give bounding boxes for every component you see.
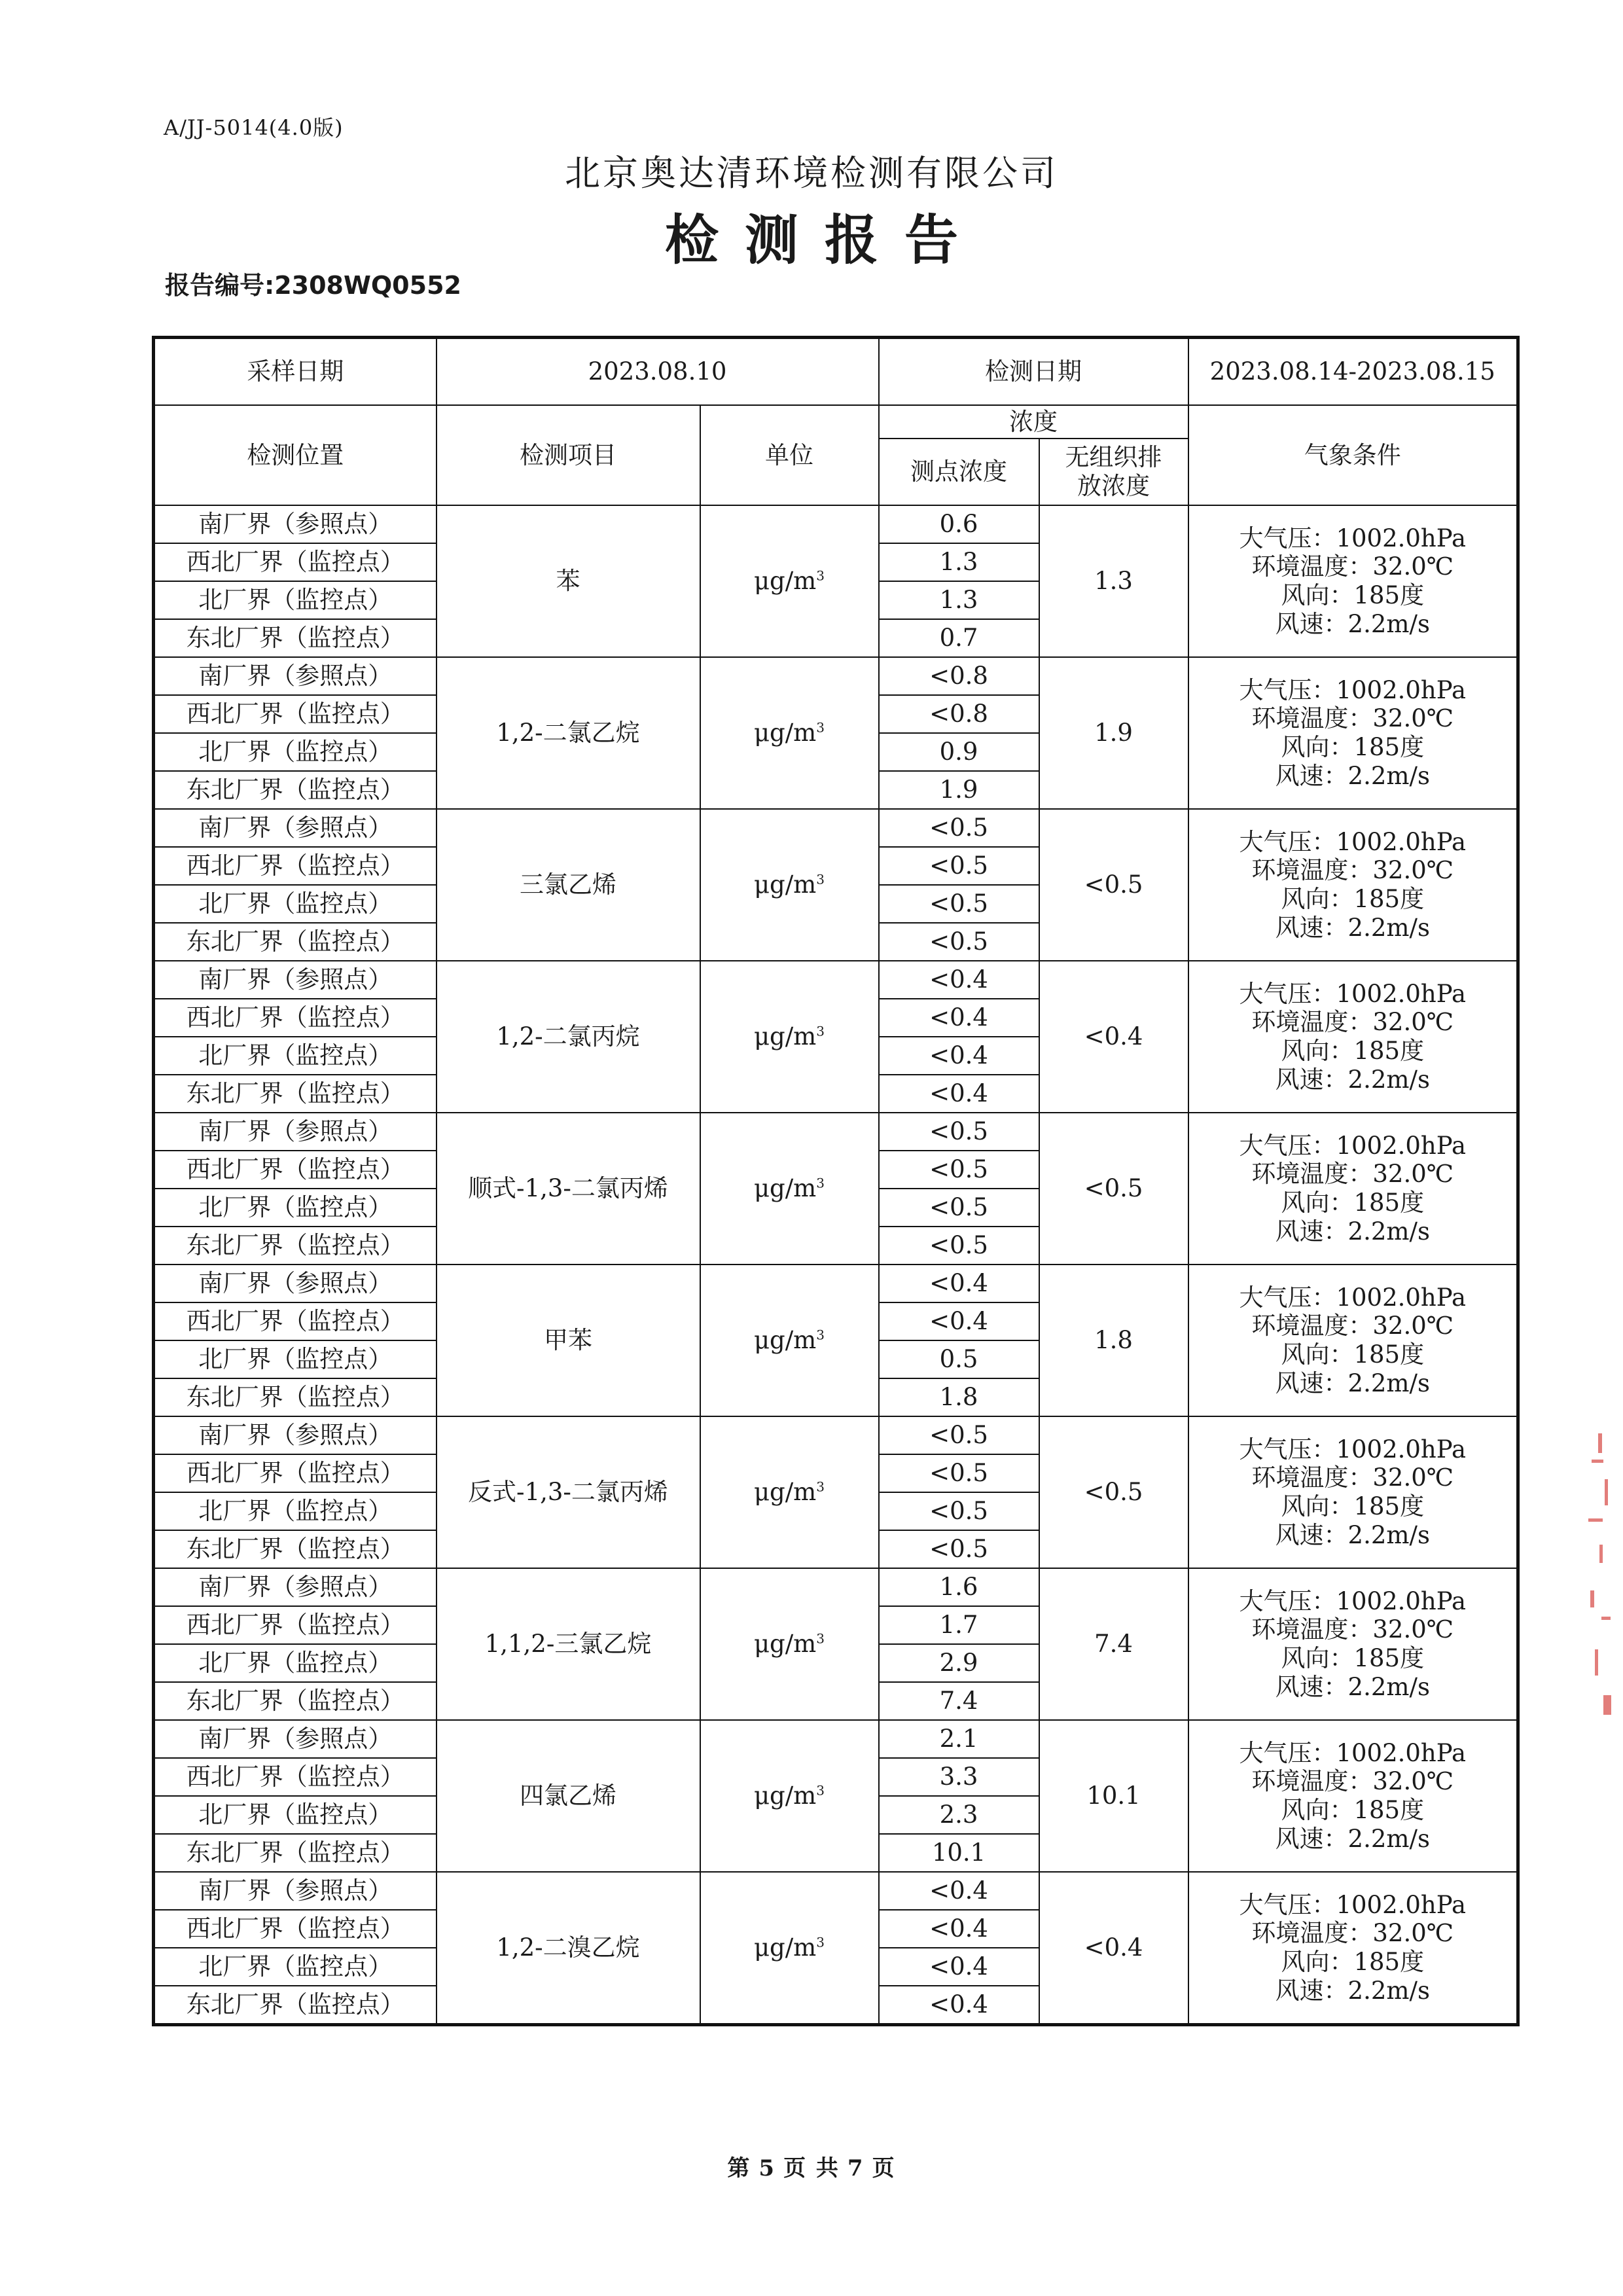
- weather-temperature: 环境温度：32.0℃: [1251, 1615, 1454, 1644]
- report-number: [165, 265, 461, 301]
- weather-temperature: 环境温度：32.0℃: [1251, 704, 1454, 733]
- unit-base: μg/m: [753, 870, 817, 899]
- unit-base: μg/m: [753, 1174, 817, 1203]
- weather-cell: [1188, 1113, 1518, 1265]
- location-cell: 南厂界（参照点）: [154, 1265, 437, 1302]
- location-cell: 东北厂界（监控点）: [154, 619, 437, 657]
- location-cell: 东北厂界（监控点）: [154, 1075, 437, 1113]
- location-cell: 西北厂界（监控点）: [154, 695, 437, 733]
- point-concentration-cell: 0.7: [879, 619, 1039, 657]
- table-row: [154, 1720, 1518, 1758]
- point-concentration-cell: 1.6: [879, 1568, 1039, 1606]
- weather-wind-speed: 风速：2.2m/s: [1275, 913, 1430, 942]
- unit-cell: [700, 1568, 879, 1720]
- location-cell: 东北厂界（监控点）: [154, 771, 437, 809]
- unit-cell: [700, 657, 879, 809]
- column-header-concentration: 浓度: [879, 405, 1188, 439]
- fugitive-header-line-2: 放浓度: [1077, 472, 1150, 500]
- page-middle: 页 共: [783, 2155, 840, 2181]
- weather-temperature: 环境温度：32.0℃: [1251, 1008, 1454, 1037]
- point-concentration-cell: <0.5: [879, 1113, 1039, 1151]
- point-concentration-cell: 2.1: [879, 1720, 1039, 1758]
- location-cell: 西北厂界（监控点）: [154, 1454, 437, 1492]
- seal-edge-mark: [1578, 1420, 1618, 1741]
- fugitive-concentration-cell: <0.4: [1039, 961, 1188, 1113]
- weather-cell: [1188, 1416, 1518, 1568]
- unit-cell: [700, 961, 879, 1113]
- weather-wind-speed: 风速：2.2m/s: [1275, 1824, 1430, 1853]
- unit-superscript: 3: [816, 871, 825, 888]
- weather-temperature: 环境温度：32.0℃: [1251, 1463, 1454, 1492]
- weather-cell: [1188, 657, 1518, 809]
- weather-cell: [1188, 1265, 1518, 1416]
- unit-cell: [700, 1720, 879, 1872]
- point-concentration-cell: 2.3: [879, 1796, 1039, 1834]
- weather-temperature: 环境温度：32.0℃: [1251, 552, 1454, 581]
- weather-pressure: 大气压：1002.0hPa: [1239, 827, 1467, 856]
- column-header-item: 检测项目: [437, 405, 700, 505]
- location-cell: 北厂界（监控点）: [154, 1492, 437, 1530]
- weather-temperature: 环境温度：32.0℃: [1251, 1919, 1454, 1948]
- report-number-label: 报告编号:: [165, 271, 275, 300]
- weather-pressure: 大气压：1002.0hPa: [1239, 524, 1467, 552]
- test-item-cell: 四氯乙烯: [437, 1720, 700, 1872]
- sampling-date-label: 采样日期: [154, 338, 437, 406]
- page-current: 5: [758, 2155, 776, 2181]
- weather-wind-direction: 风向：185度: [1281, 1796, 1425, 1824]
- point-concentration-cell: <0.5: [879, 1454, 1039, 1492]
- unit-base: μg/m: [753, 1933, 817, 1962]
- test-item-cell: 反式-1,3-二氯丙烯: [437, 1416, 700, 1568]
- unit-superscript: 3: [816, 1782, 825, 1799]
- fugitive-concentration-cell: <0.5: [1039, 1416, 1188, 1568]
- point-concentration-cell: <0.8: [879, 657, 1039, 695]
- weather-cell: [1188, 1720, 1518, 1872]
- point-concentration-cell: <0.5: [879, 1189, 1039, 1227]
- point-concentration-cell: <0.4: [879, 1872, 1039, 1910]
- point-concentration-cell: <0.4: [879, 961, 1039, 999]
- point-concentration-cell: 1.9: [879, 771, 1039, 809]
- page-suffix: 页: [872, 2155, 896, 2181]
- unit-superscript: 3: [816, 1479, 825, 1495]
- weather-wind-speed: 风速：2.2m/s: [1275, 1065, 1430, 1094]
- weather-temperature: 环境温度：32.0℃: [1251, 1160, 1454, 1189]
- weather-temperature: 环境温度：32.0℃: [1251, 856, 1454, 885]
- location-cell: 西北厂界（监控点）: [154, 1758, 437, 1796]
- fugitive-header-line-1: 无组织排: [1065, 443, 1162, 472]
- point-concentration-cell: <0.5: [879, 1492, 1039, 1530]
- test-date-label: 检测日期: [879, 338, 1188, 406]
- location-cell: 北厂界（监控点）: [154, 1340, 437, 1378]
- test-item-cell: 1,1,2-三氯乙烷: [437, 1568, 700, 1720]
- table-row: [154, 1265, 1518, 1302]
- location-cell: 西北厂界（监控点）: [154, 1606, 437, 1644]
- point-concentration-cell: <0.5: [879, 1416, 1039, 1454]
- location-cell: 北厂界（监控点）: [154, 1037, 437, 1075]
- unit-superscript: 3: [816, 1327, 825, 1343]
- weather-wind-direction: 风向：185度: [1281, 885, 1425, 913]
- point-concentration-cell: <0.4: [879, 1265, 1039, 1302]
- company-name: 北京奥达清环境检测有限公司: [565, 152, 1058, 194]
- page-prefix: 第: [727, 2155, 751, 2181]
- test-item-cell: 1,2-二氯丙烷: [437, 961, 700, 1113]
- point-concentration-cell: <0.4: [879, 1037, 1039, 1075]
- test-item-cell: 甲苯: [437, 1265, 700, 1416]
- unit-cell: [700, 809, 879, 961]
- fugitive-concentration-cell: 7.4: [1039, 1568, 1188, 1720]
- weather-cell: [1188, 809, 1518, 961]
- point-concentration-cell: <0.4: [879, 1910, 1039, 1948]
- point-concentration-cell: <0.5: [879, 1530, 1039, 1568]
- table-row: [154, 1568, 1518, 1606]
- location-cell: 东北厂界（监控点）: [154, 1834, 437, 1872]
- point-concentration-cell: 0.6: [879, 505, 1039, 543]
- fugitive-concentration-cell: 1.8: [1039, 1265, 1188, 1416]
- point-concentration-cell: <0.4: [879, 999, 1039, 1037]
- weather-cell: [1188, 961, 1518, 1113]
- fugitive-concentration-cell: <0.5: [1039, 809, 1188, 961]
- report-number-value: 2308WQ0552: [274, 271, 461, 300]
- unit-cell: [700, 1872, 879, 2025]
- weather-wind-direction: 风向：185度: [1281, 1037, 1425, 1065]
- weather-wind-direction: 风向：185度: [1281, 733, 1425, 761]
- weather-pressure: 大气压：1002.0hPa: [1239, 1738, 1467, 1767]
- weather-wind-speed: 风速：2.2m/s: [1275, 1217, 1430, 1246]
- location-cell: 南厂界（参照点）: [154, 1872, 437, 1910]
- unit-base: μg/m: [753, 1326, 817, 1355]
- weather-temperature: 环境温度：32.0℃: [1251, 1312, 1454, 1340]
- unit-superscript: 3: [816, 1023, 825, 1039]
- column-header-unit: 单位: [700, 405, 879, 505]
- test-date-value: 2023.08.14-2023.08.15: [1188, 338, 1518, 406]
- weather-wind-speed: 风速：2.2m/s: [1275, 1672, 1430, 1701]
- weather-wind-speed: 风速：2.2m/s: [1275, 1369, 1430, 1397]
- fugitive-concentration-cell: 1.9: [1039, 657, 1188, 809]
- weather-cell: [1188, 505, 1518, 657]
- table-row: [154, 1113, 1518, 1151]
- unit-cell: [700, 1416, 879, 1568]
- weather-pressure: 大气压：1002.0hPa: [1239, 1435, 1467, 1463]
- unit-superscript: 3: [816, 1934, 825, 1950]
- location-cell: 北厂界（监控点）: [154, 1189, 437, 1227]
- location-cell: 南厂界（参照点）: [154, 809, 437, 847]
- location-cell: 东北厂界（监控点）: [154, 1682, 437, 1720]
- weather-pressure: 大气压：1002.0hPa: [1239, 1131, 1467, 1160]
- unit-superscript: 3: [816, 567, 825, 584]
- table-row: [154, 1416, 1518, 1454]
- weather-pressure: 大气压：1002.0hPa: [1239, 979, 1467, 1008]
- weather-cell: [1188, 1568, 1518, 1720]
- weather-wind-direction: 风向：185度: [1281, 1644, 1425, 1672]
- point-concentration-cell: <0.5: [879, 923, 1039, 961]
- table-row: [154, 505, 1518, 543]
- location-cell: 西北厂界（监控点）: [154, 1910, 437, 1948]
- point-concentration-cell: <0.4: [879, 1075, 1039, 1113]
- test-item-cell: 1,2-二氯乙烷: [437, 657, 700, 809]
- header-row-1: [154, 405, 1518, 439]
- sampling-date-value: 2023.08.10: [437, 338, 879, 406]
- weather-pressure: 大气压：1002.0hPa: [1239, 1587, 1467, 1615]
- point-concentration-cell: 1.7: [879, 1606, 1039, 1644]
- weather-wind-speed: 风速：2.2m/s: [1275, 1976, 1430, 2005]
- location-cell: 南厂界（参照点）: [154, 961, 437, 999]
- unit-base: μg/m: [753, 1630, 817, 1659]
- fugitive-concentration-cell: <0.4: [1039, 1872, 1188, 2025]
- point-concentration-cell: 1.3: [879, 543, 1039, 581]
- location-cell: 东北厂界（监控点）: [154, 1986, 437, 2025]
- column-header-fugitive-concentration: [1039, 439, 1188, 505]
- location-cell: 南厂界（参照点）: [154, 1720, 437, 1758]
- fugitive-concentration-cell: <0.5: [1039, 1113, 1188, 1265]
- test-item-cell: 顺式-1,3-二氯丙烯: [437, 1113, 700, 1265]
- weather-pressure: 大气压：1002.0hPa: [1239, 1890, 1467, 1919]
- point-concentration-cell: <0.5: [879, 885, 1039, 923]
- column-header-location: 检测位置: [154, 405, 437, 505]
- location-cell: 南厂界（参照点）: [154, 657, 437, 695]
- test-item-cell: 1,2-二溴乙烷: [437, 1872, 700, 2025]
- location-cell: 北厂界（监控点）: [154, 885, 437, 923]
- unit-base: μg/m: [753, 1782, 817, 1810]
- weather-wind-speed: 风速：2.2m/s: [1275, 1520, 1430, 1549]
- point-concentration-cell: <0.4: [879, 1302, 1039, 1340]
- weather-wind-direction: 风向：185度: [1281, 1189, 1425, 1217]
- weather-pressure: 大气压：1002.0hPa: [1239, 675, 1467, 704]
- point-concentration-cell: 7.4: [879, 1682, 1039, 1720]
- table-row: [154, 961, 1518, 999]
- point-concentration-cell: <0.5: [879, 847, 1039, 885]
- weather-wind-direction: 风向：185度: [1281, 1340, 1425, 1369]
- point-concentration-cell: <0.4: [879, 1948, 1039, 1986]
- unit-base: μg/m: [753, 567, 817, 596]
- weather-temperature: 环境温度：32.0℃: [1251, 1767, 1454, 1796]
- location-cell: 西北厂界（监控点）: [154, 847, 437, 885]
- unit-superscript: 3: [816, 1630, 825, 1647]
- location-cell: 北厂界（监控点）: [154, 1796, 437, 1834]
- table-row: [154, 1872, 1518, 1910]
- point-concentration-cell: 10.1: [879, 1834, 1039, 1872]
- location-cell: 西北厂界（监控点）: [154, 1151, 437, 1189]
- point-concentration-cell: <0.5: [879, 1151, 1039, 1189]
- point-concentration-cell: <0.5: [879, 809, 1039, 847]
- page-total: 7: [847, 2155, 865, 2181]
- location-cell: 东北厂界（监控点）: [154, 1530, 437, 1568]
- point-concentration-cell: <0.8: [879, 695, 1039, 733]
- location-cell: 南厂界（参照点）: [154, 505, 437, 543]
- table-row: [154, 809, 1518, 847]
- fugitive-concentration-cell: 1.3: [1039, 505, 1188, 657]
- location-cell: 南厂界（参照点）: [154, 1568, 437, 1606]
- unit-superscript: 3: [816, 719, 825, 736]
- column-header-weather: 气象条件: [1188, 405, 1518, 505]
- test-item-cell: 三氯乙烯: [437, 809, 700, 961]
- location-cell: 东北厂界（监控点）: [154, 923, 437, 961]
- date-row: [154, 338, 1518, 406]
- table-row: [154, 657, 1518, 695]
- weather-cell: [1188, 1872, 1518, 2025]
- weather-wind-speed: 风速：2.2m/s: [1275, 761, 1430, 790]
- unit-superscript: 3: [816, 1175, 825, 1191]
- weather-pressure: 大气压：1002.0hPa: [1239, 1283, 1467, 1312]
- document-code: A/JJ-5014(4.0版): [164, 115, 344, 140]
- unit-cell: [700, 1113, 879, 1265]
- results-table: [152, 336, 1520, 2026]
- location-cell: 北厂界（监控点）: [154, 733, 437, 771]
- point-concentration-cell: <0.4: [879, 1986, 1039, 2025]
- location-cell: 东北厂界（监控点）: [154, 1227, 437, 1265]
- location-cell: 北厂界（监控点）: [154, 581, 437, 619]
- unit-cell: [700, 1265, 879, 1416]
- location-cell: 南厂界（参照点）: [154, 1416, 437, 1454]
- point-concentration-cell: 3.3: [879, 1758, 1039, 1796]
- location-cell: 西北厂界（监控点）: [154, 543, 437, 581]
- test-item-cell: 苯: [437, 505, 700, 657]
- location-cell: 南厂界（参照点）: [154, 1113, 437, 1151]
- location-cell: 东北厂界（监控点）: [154, 1378, 437, 1416]
- point-concentration-cell: 0.9: [879, 733, 1039, 771]
- unit-base: μg/m: [753, 719, 817, 747]
- weather-wind-direction: 风向：185度: [1281, 581, 1425, 609]
- point-concentration-cell: 0.5: [879, 1340, 1039, 1378]
- point-concentration-cell: <0.5: [879, 1227, 1039, 1265]
- location-cell: 北厂界（监控点）: [154, 1948, 437, 1986]
- point-concentration-cell: 2.9: [879, 1644, 1039, 1682]
- fugitive-concentration-cell: 10.1: [1039, 1720, 1188, 1872]
- point-concentration-cell: 1.8: [879, 1378, 1039, 1416]
- point-concentration-cell: 1.3: [879, 581, 1039, 619]
- report-title: 检测报告: [664, 209, 984, 272]
- unit-cell: [700, 505, 879, 657]
- weather-wind-direction: 风向：185度: [1281, 1492, 1425, 1520]
- unit-base: μg/m: [753, 1022, 817, 1051]
- location-cell: 北厂界（监控点）: [154, 1644, 437, 1682]
- location-cell: 西北厂界（监控点）: [154, 999, 437, 1037]
- weather-wind-direction: 风向：185度: [1281, 1948, 1425, 1976]
- unit-base: μg/m: [753, 1478, 817, 1507]
- location-cell: 西北厂界（监控点）: [154, 1302, 437, 1340]
- page-footer: [0, 2150, 1623, 2182]
- weather-wind-speed: 风速：2.2m/s: [1275, 609, 1430, 638]
- column-header-point-concentration: 测点浓度: [879, 439, 1039, 505]
